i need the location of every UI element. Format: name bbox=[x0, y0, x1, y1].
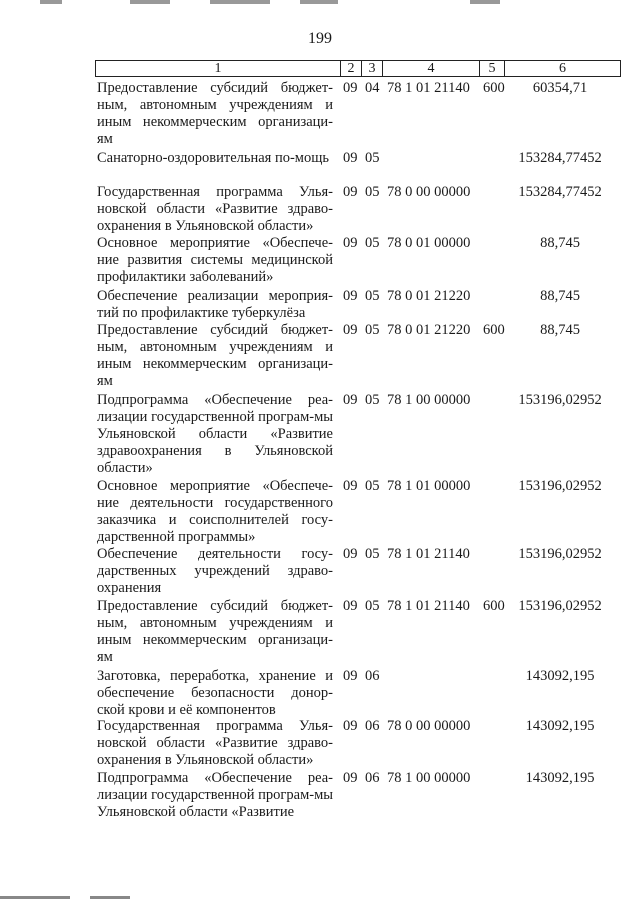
row-target-article: 78 0 01 00000 bbox=[387, 235, 471, 251]
row-target-article: 78 0 01 21220 bbox=[387, 322, 471, 338]
header-col-5: 5 bbox=[479, 60, 505, 77]
row-subsection: 05 bbox=[365, 235, 380, 251]
row-amount: 153196,02952 bbox=[518, 598, 602, 614]
row-description: Государственная программа Улья-новской области «Развитие здраво-охранения в Ульяновской области» bbox=[97, 184, 333, 234]
scan-edge-mark bbox=[130, 0, 170, 4]
row-description: Основное мероприятие «Обеспече-ние развития системы медицинской профилактики заболеваний» bbox=[97, 235, 333, 285]
row-subsection: 05 bbox=[365, 546, 380, 562]
row-target-article: 78 1 01 21140 bbox=[387, 80, 470, 96]
header-col-3: 3 bbox=[361, 60, 383, 77]
header-col-4: 4 bbox=[382, 60, 480, 77]
row-target-article: 78 0 00 00000 bbox=[387, 184, 471, 200]
row-description: Санаторно-оздоровительная по-мощь bbox=[97, 150, 330, 166]
row-amount: 88,745 bbox=[540, 235, 580, 251]
row-subsection: 05 bbox=[365, 288, 380, 304]
row-description: Обеспечение деятельности госу-дарственных учреждений здраво-охранения bbox=[97, 546, 333, 596]
row-section: 09 bbox=[343, 546, 358, 562]
row-subsection: 05 bbox=[365, 598, 380, 614]
row-target-article: 78 1 00 00000 bbox=[387, 392, 471, 408]
row-subsection: 06 bbox=[365, 718, 380, 734]
row-target-article: 78 1 01 21140 bbox=[387, 598, 470, 614]
row-target-article: 78 1 01 21140 bbox=[387, 546, 470, 562]
row-description: Подпрограмма «Обеспечение реа-лизации государственной програм-мы Ульяновской области «Развитие bbox=[97, 770, 333, 820]
row-amount: 60354,71 bbox=[532, 80, 588, 96]
row-amount: 153196,02952 bbox=[518, 392, 602, 408]
scan-edge-mark bbox=[210, 0, 270, 4]
row-amount: 153196,02952 bbox=[518, 546, 602, 562]
row-section: 09 bbox=[343, 184, 358, 200]
row-target-article: 78 0 00 00000 bbox=[387, 718, 471, 734]
page-number: 199 bbox=[308, 30, 332, 47]
row-description: Предоставление субсидий бюджет-ным, автономным учреждениям и иным некоммерческим организаци-ям bbox=[97, 322, 333, 389]
row-section: 09 bbox=[343, 288, 358, 304]
row-section: 09 bbox=[343, 668, 358, 684]
row-subsection: 06 bbox=[365, 770, 380, 786]
row-subsection: 06 bbox=[365, 668, 380, 684]
row-expense-type: 600 bbox=[483, 322, 505, 338]
row-description: Предоставление субсидий бюджет-ным, автономным учреждениям и иным некоммерческим организаци-ям bbox=[97, 80, 333, 147]
row-expense-type: 600 bbox=[483, 80, 505, 96]
row-target-article: 78 0 01 21220 bbox=[387, 288, 471, 304]
row-amount: 143092,195 bbox=[525, 770, 595, 786]
row-expense-type: 600 bbox=[483, 598, 505, 614]
row-target-article: 78 1 00 00000 bbox=[387, 770, 471, 786]
row-subsection: 04 bbox=[365, 80, 380, 96]
scan-edge-mark bbox=[470, 0, 500, 4]
row-section: 09 bbox=[343, 392, 358, 408]
row-subsection: 05 bbox=[365, 322, 380, 338]
header-col-2: 2 bbox=[340, 60, 362, 77]
row-amount: 153284,77452 bbox=[518, 150, 602, 166]
row-amount: 88,745 bbox=[540, 322, 580, 338]
scan-edge-mark bbox=[300, 0, 338, 4]
row-section: 09 bbox=[343, 598, 358, 614]
scan-edge-mark bbox=[40, 0, 62, 4]
row-description: Подпрограмма «Обеспечение реа-лизации государственной програм-мы Ульяновской области «Развитие здравоохранения в Ульяновской области» bbox=[97, 392, 333, 476]
row-section: 09 bbox=[343, 718, 358, 734]
row-subsection: 05 bbox=[365, 184, 380, 200]
row-section: 09 bbox=[343, 80, 358, 96]
row-section: 09 bbox=[343, 478, 358, 494]
row-section: 09 bbox=[343, 770, 358, 786]
row-subsection: 05 bbox=[365, 478, 380, 494]
row-amount: 88,745 bbox=[540, 288, 580, 304]
row-target-article: 78 1 01 00000 bbox=[387, 478, 471, 494]
row-amount: 143092,195 bbox=[525, 718, 595, 734]
scan-edge-mark bbox=[0, 896, 70, 899]
row-amount: 153284,77452 bbox=[518, 184, 602, 200]
row-subsection: 05 bbox=[365, 392, 380, 408]
row-description: Предоставление субсидий бюджет-ным, автономным учреждениям и иным некоммерческим организаци-ям bbox=[97, 598, 333, 665]
row-section: 09 bbox=[343, 150, 358, 166]
scan-edge-mark bbox=[90, 896, 130, 899]
row-description: Основное мероприятие «Обеспече-ние деятельности государственного заказчика и соисполнителей госу-дарственной программы» bbox=[97, 478, 333, 545]
header-col-6: 6 bbox=[504, 60, 621, 77]
row-description: Государственная программа Улья-новской области «Развитие здраво-охранения в Ульяновской области» bbox=[97, 718, 333, 768]
row-amount: 153196,02952 bbox=[518, 478, 602, 494]
row-subsection: 05 bbox=[365, 150, 380, 166]
row-description: Обеспечение реализации мероприя-тий по профилактике туберкулёза bbox=[97, 288, 333, 321]
row-amount: 143092,195 bbox=[525, 668, 595, 684]
row-section: 09 bbox=[343, 235, 358, 251]
header-col-1: 1 bbox=[95, 60, 341, 77]
row-description: Заготовка, переработка, хранение и обеспечение безопасности донор-ской крови и её компонентов bbox=[97, 668, 333, 718]
row-section: 09 bbox=[343, 322, 358, 338]
